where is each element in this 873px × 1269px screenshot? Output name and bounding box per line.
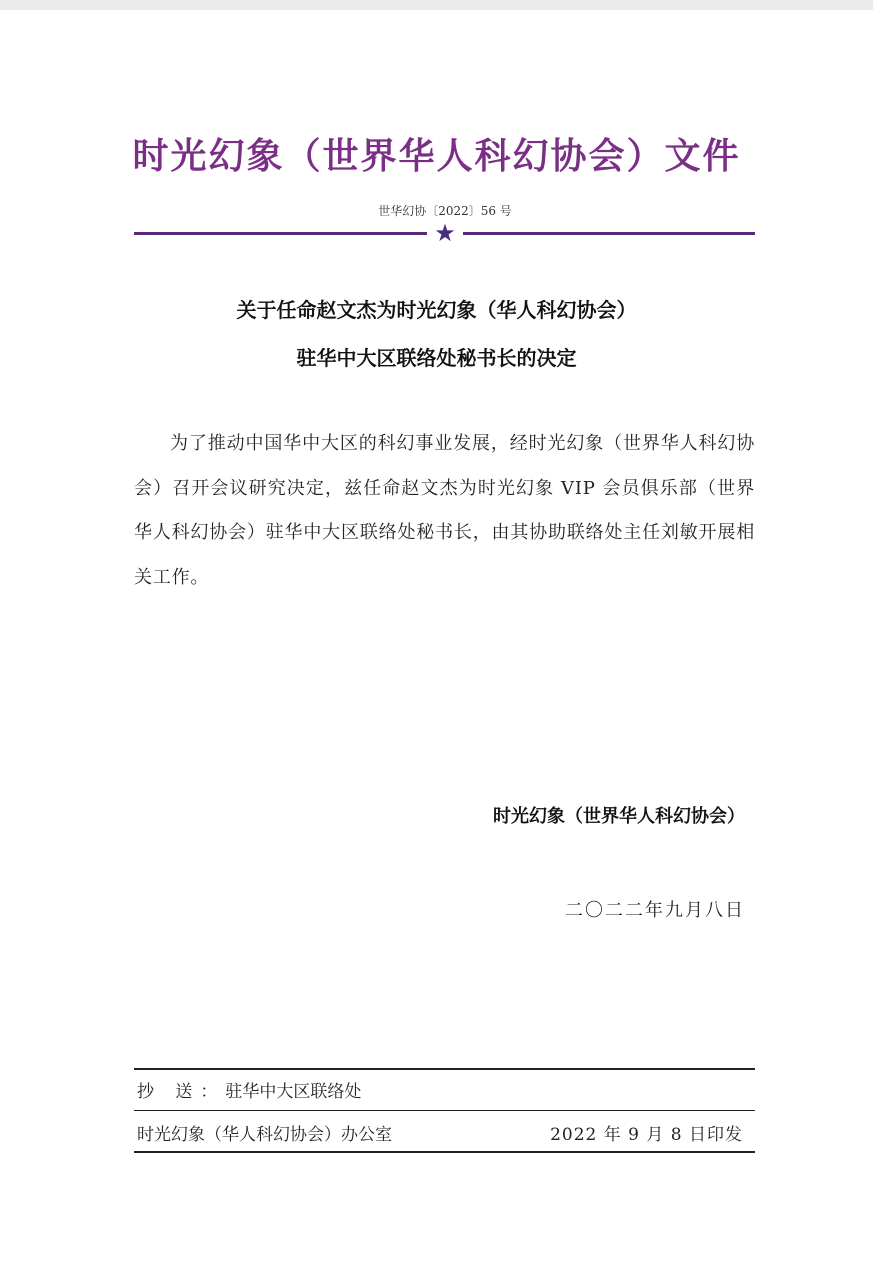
cc-recipient: 驻华中大区联络处 [225, 1082, 362, 1102]
header-rule-left [134, 232, 427, 235]
footer-rule-top [134, 1068, 755, 1070]
body-paragraph: 为了推动中国华中大区的科幻事业发展，经时光幻象（世界华人科幻协会）召开会议研究决定，兹任命赵文杰为时光幻象 VIP 会员俱乐部（世界华人科幻协会）驻华中大区联络处秘书长，由其协助联络处主任刘敏开展相关工作。 [134, 433, 755, 588]
signature-date: 二〇二二年九月八日 [565, 900, 745, 921]
cc-row [137, 1077, 361, 1102]
document-header-title: 时光幻象（世界华人科幻协会）文件 [132, 135, 741, 177]
document-number: 世华幻协〔2022〕56 号 [378, 204, 512, 218]
signature-organization: 时光幻象（世界华人科幻协会） [493, 806, 745, 827]
cc-label: 抄 送： [137, 1082, 226, 1102]
issuing-office: 时光幻象（华人科幻协会）办公室 [137, 1125, 392, 1145]
top-band [0, 0, 873, 10]
decision-title-line-2: 驻华中大区联络处秘书长的决定 [296, 346, 577, 370]
footer-rule-bottom [134, 1151, 755, 1153]
header-rule-right [463, 232, 755, 235]
issue-date: 2022 年 9 月 8 日印发 [550, 1125, 743, 1145]
decision-title [0, 286, 873, 382]
footer-rule-middle [134, 1110, 755, 1111]
decision-title-line-1: 关于任命赵文杰为时光幻象（华人科幻协会） [236, 298, 637, 322]
star-icon: ★ [434, 219, 456, 247]
